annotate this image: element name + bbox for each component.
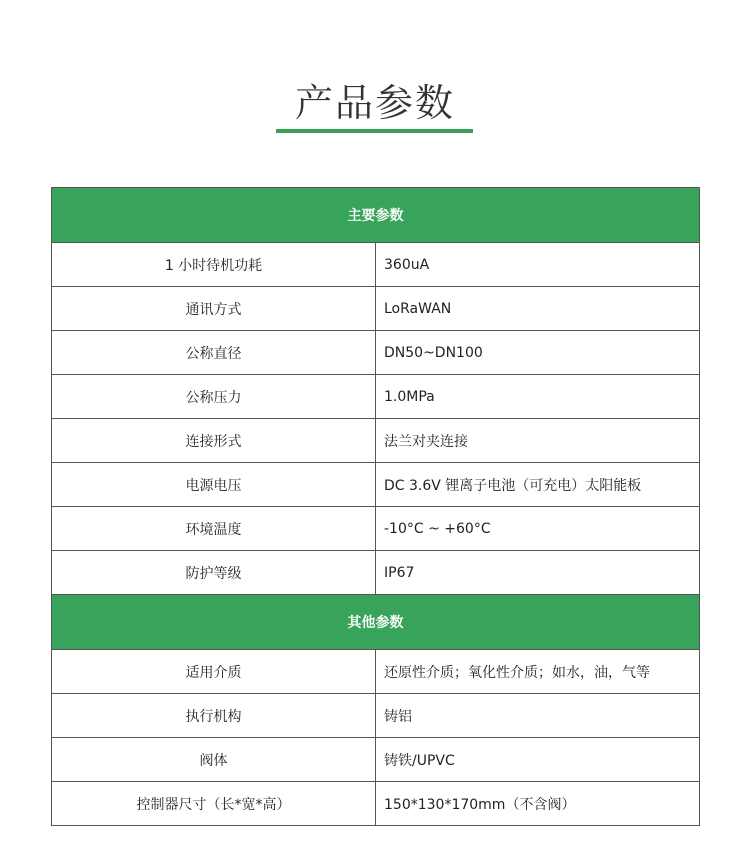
table-row: [52, 419, 700, 463]
table-row: [52, 782, 700, 826]
row-label: 防护等级: [52, 551, 376, 595]
table-row: [52, 694, 700, 738]
row-label: 公称压力: [52, 375, 376, 419]
table-row: [52, 463, 700, 507]
row-value: -10°C ~ +60°C: [376, 507, 700, 551]
spec-table: [51, 187, 700, 826]
row-value: DC 3.6V 锂离子电池（可充电）太阳能板: [376, 463, 700, 507]
title-underline: [276, 129, 473, 133]
row-label: 控制器尺寸（长*宽*高）: [52, 782, 376, 826]
row-value: 360uA: [376, 243, 700, 287]
section-header-main: 主要参数: [52, 188, 700, 243]
table-row: [52, 287, 700, 331]
row-label: 执行机构: [52, 694, 376, 738]
row-label: 通讯方式: [52, 287, 376, 331]
row-label: 电源电压: [52, 463, 376, 507]
section-header-other: 其他参数: [52, 595, 700, 650]
row-label: 公称直径: [52, 331, 376, 375]
row-label: 阀体: [52, 738, 376, 782]
row-value: DN50~DN100: [376, 331, 700, 375]
section-header-row: [52, 188, 700, 243]
row-label: 1 小时待机功耗: [52, 243, 376, 287]
row-value: 还原性介质；氧化性介质；如水，油，气等: [376, 650, 700, 694]
row-label: 适用介质: [52, 650, 376, 694]
row-label: 连接形式: [52, 419, 376, 463]
section-header-row: [52, 595, 700, 650]
row-value: 1.0MPa: [376, 375, 700, 419]
row-value: 铸铁/UPVC: [376, 738, 700, 782]
table-row: [52, 650, 700, 694]
row-value: 150*130*170mm（不含阀）: [376, 782, 700, 826]
row-value: IP67: [376, 551, 700, 595]
table-row: [52, 331, 700, 375]
table-row: [52, 551, 700, 595]
table-row: [52, 507, 700, 551]
table-row: [52, 375, 700, 419]
row-value: 法兰对夹连接: [376, 419, 700, 463]
row-label: 环境温度: [52, 507, 376, 551]
row-value: LoRaWAN: [376, 287, 700, 331]
row-value: 铸铝: [376, 694, 700, 738]
page-title: 产品参数: [294, 81, 455, 125]
table-row: [52, 738, 700, 782]
table-row: [52, 243, 700, 287]
